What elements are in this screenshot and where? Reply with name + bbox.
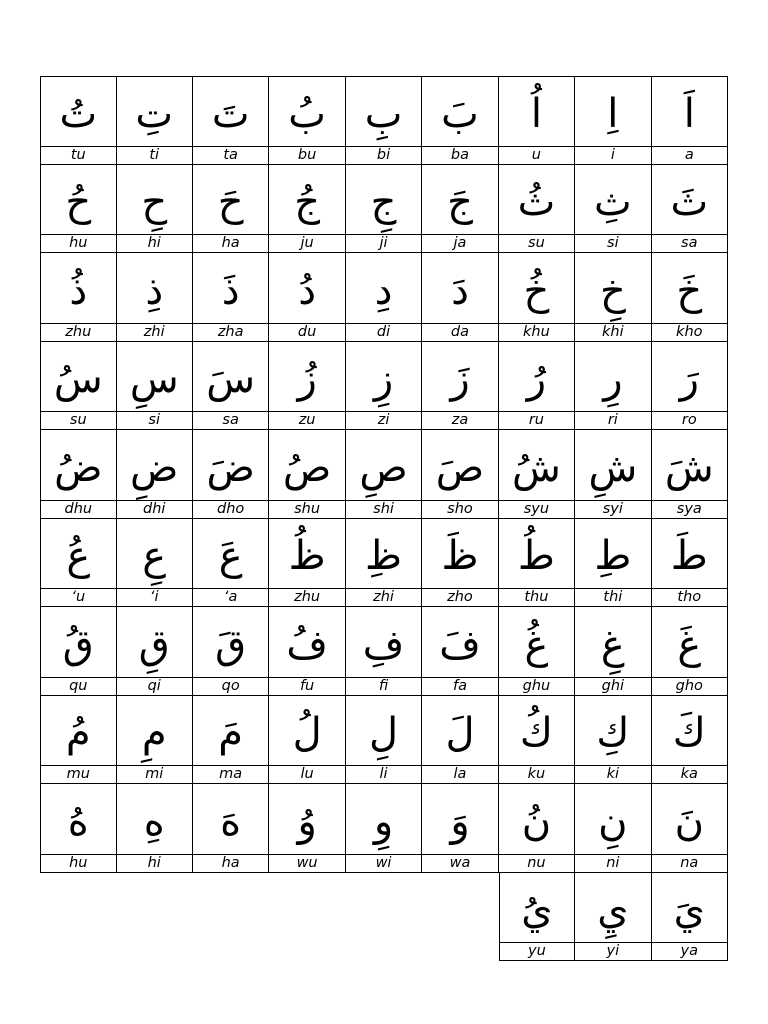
- letter-cell: [575, 430, 651, 519]
- transliteration: zhi: [117, 323, 192, 341]
- letter-cell: [40, 696, 116, 785]
- letter-cell: [575, 696, 651, 785]
- letter-cell: [193, 342, 269, 431]
- arabic-letter: تِ: [135, 91, 174, 138]
- letter-cell: [269, 519, 345, 608]
- transliteration: hu: [41, 234, 115, 252]
- arabic-letter: بَ: [441, 91, 479, 138]
- arabic-letter: جَ: [447, 179, 473, 226]
- table-row: [40, 342, 728, 431]
- transliteration: tho: [652, 588, 727, 606]
- arabic-letter: دِ: [374, 267, 393, 314]
- arabic-letter: يِ: [597, 887, 629, 934]
- table-row: [40, 76, 728, 165]
- letter-cell: [652, 607, 728, 696]
- letter-cell: [422, 519, 498, 608]
- letter-cell: [117, 430, 193, 519]
- table-row: [40, 165, 728, 254]
- transliteration: fi: [346, 677, 421, 695]
- letter-cell: [346, 607, 422, 696]
- transliteration: na: [652, 854, 727, 872]
- transliteration: ji: [346, 234, 421, 252]
- transliteration: zi: [346, 411, 421, 429]
- letter-cell: [575, 519, 651, 608]
- arabic-letter: طُ: [517, 533, 555, 580]
- arabic-letter: صُ: [282, 444, 332, 491]
- letter-cell: [575, 607, 651, 696]
- transliteration: fu: [269, 677, 344, 695]
- transliteration: zhu: [269, 588, 344, 606]
- transliteration: ni: [575, 854, 650, 872]
- transliteration: khu: [499, 323, 574, 341]
- transliteration: ta: [193, 146, 268, 164]
- transliteration: thi: [575, 588, 650, 606]
- letter-cell: [40, 342, 116, 431]
- arabic-letter: ثِ: [594, 179, 632, 226]
- letter-cell: [575, 342, 651, 431]
- arabic-letter: تَ: [211, 91, 250, 138]
- transliteration: za: [422, 411, 497, 429]
- arabic-letter: مَ: [218, 710, 244, 757]
- arabic-letter: رِ: [603, 356, 623, 403]
- hijaiyah-table: [40, 76, 728, 961]
- transliteration: ghi: [575, 677, 650, 695]
- letter-cell: [346, 342, 422, 431]
- arabic-letter: ضَ: [206, 444, 255, 491]
- arabic-letter: عِ: [142, 533, 167, 580]
- arabic-letter: وَ: [450, 798, 470, 845]
- arabic-letter: فُ: [286, 621, 328, 668]
- letter-cell: [346, 696, 422, 785]
- letter-cell: [193, 253, 269, 342]
- letter-cell: [422, 253, 498, 342]
- arabic-letter: اِ: [607, 91, 619, 138]
- transliteration: ti: [117, 146, 192, 164]
- transliteration: du: [269, 323, 344, 341]
- letter-cell: [652, 342, 728, 431]
- transliteration: yu: [500, 942, 574, 960]
- letter-cell: [117, 607, 193, 696]
- transliteration: bi: [346, 146, 421, 164]
- arabic-letter: سَ: [206, 356, 256, 403]
- transliteration: dhi: [117, 500, 192, 518]
- letter-cell: [269, 607, 345, 696]
- arabic-letter: قِ: [138, 621, 170, 668]
- letter-cell: [40, 430, 116, 519]
- transliteration: sa: [193, 411, 268, 429]
- transliteration: ki: [575, 765, 650, 783]
- letter-cell: [575, 873, 651, 962]
- letter-cell: [652, 696, 728, 785]
- arabic-letter: خُ: [523, 267, 550, 314]
- letter-cell: [117, 784, 193, 873]
- transliteration: ka: [652, 765, 727, 783]
- letter-cell: [346, 253, 422, 342]
- letter-cell: [269, 76, 345, 165]
- letter-cell: [499, 342, 575, 431]
- transliteration: khi: [575, 323, 650, 341]
- transliteration: sa: [652, 234, 727, 252]
- arabic-letter: ظِ: [365, 533, 403, 580]
- letter-cell: [269, 253, 345, 342]
- transliteration: ‘a: [193, 588, 268, 606]
- letter-cell: [652, 253, 728, 342]
- transliteration: wa: [422, 854, 497, 872]
- arabic-letter: خَ: [676, 267, 703, 314]
- letter-cell: [269, 165, 345, 254]
- arabic-letter: ظَ: [441, 533, 479, 580]
- transliteration: syi: [575, 500, 650, 518]
- arabic-letter: حِ: [141, 179, 168, 226]
- transliteration: wu: [269, 854, 344, 872]
- transliteration: shu: [269, 500, 344, 518]
- transliteration: di: [346, 323, 421, 341]
- arabic-letter: لُ: [292, 710, 322, 757]
- arabic-letter: نُ: [521, 798, 552, 845]
- letter-cell: [40, 519, 116, 608]
- arabic-letter: حَ: [217, 179, 244, 226]
- transliteration: si: [117, 411, 192, 429]
- letter-cell: [40, 165, 116, 254]
- letter-cell: [346, 165, 422, 254]
- letter-cell: [499, 430, 575, 519]
- transliteration: u: [499, 146, 574, 164]
- table-row: [40, 607, 728, 696]
- transliteration: ku: [499, 765, 574, 783]
- transliteration: yi: [575, 942, 650, 960]
- transliteration: kho: [652, 323, 727, 341]
- transliteration: hu: [41, 854, 115, 872]
- transliteration: si: [575, 234, 650, 252]
- arabic-letter: قُ: [62, 621, 94, 668]
- transliteration: sya: [652, 500, 727, 518]
- arabic-letter: ذُ: [69, 267, 88, 314]
- arabic-letter: مُ: [65, 710, 91, 757]
- arabic-letter: لِ: [369, 710, 399, 757]
- letter-cell: [652, 165, 728, 254]
- arabic-letter: جُ: [294, 179, 321, 226]
- transliteration: syu: [499, 500, 574, 518]
- arabic-letter: رُ: [526, 356, 547, 403]
- arabic-letter: دُ: [298, 267, 316, 314]
- letter-cell: [422, 165, 498, 254]
- letter-cell: [422, 607, 498, 696]
- arabic-letter: كِ: [596, 710, 630, 757]
- letter-cell: [40, 784, 116, 873]
- letter-cell: [575, 253, 651, 342]
- letter-cell: [652, 873, 728, 962]
- arabic-letter: زِ: [373, 356, 394, 403]
- arabic-letter: نَ: [674, 798, 704, 845]
- letter-cell: [652, 430, 728, 519]
- letter-cell: [193, 784, 269, 873]
- arabic-letter: نِ: [598, 798, 628, 845]
- arabic-letter: فِ: [362, 621, 405, 668]
- letter-cell: [269, 696, 345, 785]
- arabic-letter: ثَ: [670, 179, 709, 226]
- arabic-letter: هَ: [220, 798, 242, 845]
- arabic-letter: شُ: [512, 444, 561, 491]
- arabic-letter: فَ: [439, 621, 481, 668]
- table-row: [40, 519, 728, 608]
- transliteration: sho: [422, 500, 497, 518]
- arabic-letter: صِ: [359, 444, 408, 491]
- table-row: [40, 253, 728, 342]
- arabic-letter: كَ: [672, 710, 706, 757]
- transliteration: i: [575, 146, 650, 164]
- letter-cell: [499, 253, 575, 342]
- transliteration: qu: [41, 677, 115, 695]
- letter-cell: [422, 696, 498, 785]
- transliteration: da: [422, 323, 497, 341]
- arabic-letter: غَ: [677, 621, 702, 668]
- transliteration: hi: [117, 234, 192, 252]
- table-row: [40, 430, 728, 519]
- transliteration: zhi: [346, 588, 421, 606]
- table-row: [499, 873, 729, 962]
- transliteration: ghu: [499, 677, 574, 695]
- transliteration: li: [346, 765, 421, 783]
- arabic-letter: بُ: [288, 91, 326, 138]
- arabic-letter: مِ: [141, 710, 167, 757]
- letter-cell: [346, 519, 422, 608]
- transliteration: dho: [193, 500, 268, 518]
- arabic-letter: كُ: [519, 710, 553, 757]
- arabic-letter: عُ: [66, 533, 91, 580]
- arabic-letter: صَ: [435, 444, 485, 491]
- letter-cell: [652, 76, 728, 165]
- arabic-letter: ضِ: [130, 444, 179, 491]
- arabic-letter: خِ: [599, 267, 626, 314]
- letter-cell: [575, 76, 651, 165]
- arabic-letter: سُ: [53, 356, 103, 403]
- transliteration: ha: [193, 854, 268, 872]
- transliteration: shi: [346, 500, 421, 518]
- transliteration: zha: [193, 323, 268, 341]
- letter-cell: [575, 165, 651, 254]
- arabic-letter: زُ: [297, 356, 317, 403]
- arabic-letter: اَ: [683, 91, 695, 138]
- letter-cell: [117, 165, 193, 254]
- transliteration: fa: [422, 677, 497, 695]
- transliteration: ru: [499, 411, 574, 429]
- arabic-letter: عَ: [218, 533, 243, 580]
- letter-cell: [117, 342, 193, 431]
- letter-cell: [422, 784, 498, 873]
- letter-cell: [40, 76, 116, 165]
- transliteration: qo: [193, 677, 268, 695]
- transliteration: ba: [422, 146, 497, 164]
- arabic-letter: وُ: [297, 798, 317, 845]
- arabic-letter: هُ: [67, 798, 89, 845]
- letter-cell: [346, 76, 422, 165]
- transliteration: dhu: [41, 500, 115, 518]
- transliteration: qi: [117, 677, 192, 695]
- letter-cell: [422, 76, 498, 165]
- transliteration: su: [41, 411, 115, 429]
- transliteration: ‘i: [117, 588, 192, 606]
- transliteration: gho: [652, 677, 727, 695]
- transliteration: zho: [422, 588, 497, 606]
- arabic-letter: زَ: [450, 356, 470, 403]
- letter-cell: [193, 607, 269, 696]
- transliteration: bu: [269, 146, 344, 164]
- arabic-letter: تُ: [59, 91, 98, 138]
- arabic-letter: ذَ: [221, 267, 240, 314]
- transliteration: mu: [41, 765, 115, 783]
- transliteration: la: [422, 765, 497, 783]
- transliteration: nu: [499, 854, 574, 872]
- arabic-letter: يُ: [521, 887, 553, 934]
- transliteration: zu: [269, 411, 344, 429]
- transliteration: ‘u: [41, 588, 115, 606]
- transliteration: ja: [422, 234, 497, 252]
- letter-cell: [575, 784, 651, 873]
- arabic-letter: ظُ: [288, 533, 326, 580]
- letter-cell: [652, 784, 728, 873]
- table-row: [40, 784, 728, 873]
- letter-cell: [193, 165, 269, 254]
- arabic-letter: غُ: [524, 621, 549, 668]
- arabic-letter: قَ: [215, 621, 247, 668]
- transliteration: ro: [652, 411, 727, 429]
- arabic-letter: وِ: [373, 798, 394, 845]
- transliteration: ma: [193, 765, 268, 783]
- letter-cell: [499, 76, 575, 165]
- transliteration: wi: [346, 854, 421, 872]
- transliteration: tu: [41, 146, 115, 164]
- transliteration: ya: [652, 942, 727, 960]
- letter-cell: [117, 76, 193, 165]
- transliteration: thu: [499, 588, 574, 606]
- transliteration: ju: [269, 234, 344, 252]
- letter-cell: [40, 253, 116, 342]
- transliteration: mi: [117, 765, 192, 783]
- letter-cell: [193, 696, 269, 785]
- arabic-letter: بِ: [364, 91, 403, 138]
- arabic-letter: رَ: [679, 356, 699, 403]
- letter-cell: [269, 342, 345, 431]
- letter-cell: [499, 607, 575, 696]
- arabic-letter: ضُ: [54, 444, 103, 491]
- transliteration: hi: [117, 854, 192, 872]
- arabic-letter: شَ: [664, 444, 714, 491]
- arabic-letter: طَ: [670, 533, 708, 580]
- letter-cell: [422, 342, 498, 431]
- letter-cell: [346, 430, 422, 519]
- transliteration: ha: [193, 234, 268, 252]
- letter-cell: [117, 696, 193, 785]
- arabic-letter: ثُ: [517, 179, 556, 226]
- arabic-letter: شِ: [588, 444, 638, 491]
- letter-cell: [269, 430, 345, 519]
- letter-cell: [193, 519, 269, 608]
- arabic-letter: دَ: [451, 267, 469, 314]
- arabic-letter: هِ: [143, 798, 165, 845]
- arabic-letter: غِ: [600, 621, 625, 668]
- arabic-letter: اُ: [530, 91, 542, 138]
- letter-cell: [422, 430, 498, 519]
- letter-cell: [40, 607, 116, 696]
- transliteration: zhu: [41, 323, 115, 341]
- letter-cell: [652, 519, 728, 608]
- transliteration: lu: [269, 765, 344, 783]
- letter-cell: [346, 784, 422, 873]
- arabic-letter: حُ: [65, 179, 92, 226]
- letter-cell: [499, 165, 575, 254]
- arabic-letter: سِ: [129, 356, 179, 403]
- letter-cell: [193, 76, 269, 165]
- arabic-letter: يَ: [673, 887, 705, 934]
- letter-cell: [193, 430, 269, 519]
- letter-cell: [117, 253, 193, 342]
- letter-cell: [499, 696, 575, 785]
- arabic-letter: ذِ: [145, 267, 164, 314]
- letter-cell: [499, 784, 575, 873]
- arabic-letter: جِ: [370, 179, 397, 226]
- arabic-letter: لَ: [445, 710, 475, 757]
- letter-cell: [269, 784, 345, 873]
- letter-cell: [117, 519, 193, 608]
- transliteration: ri: [575, 411, 650, 429]
- table-row: [40, 696, 728, 785]
- letter-cell: [499, 873, 575, 962]
- arabic-letter: طِ: [594, 533, 632, 580]
- letter-cell: [499, 519, 575, 608]
- transliteration: su: [499, 234, 574, 252]
- transliteration: a: [652, 146, 727, 164]
